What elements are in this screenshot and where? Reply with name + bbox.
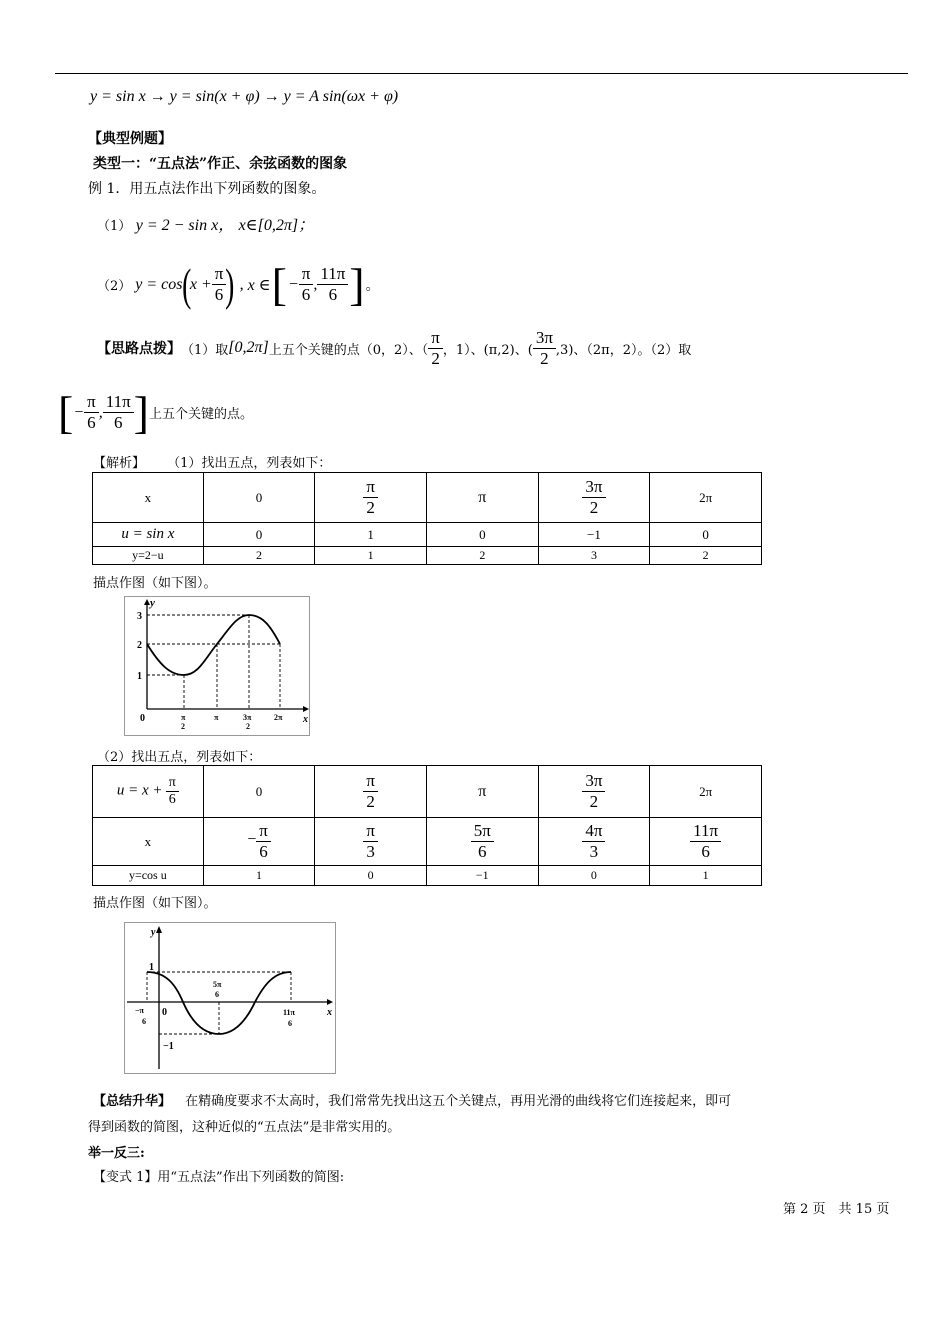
part2-frac: $\frac{\pi}{6}$ [212,264,227,304]
graph1-tick-pi2: π 2 [181,713,186,731]
table-2 [92,765,762,886]
practice-title: 举一反三: [88,1146,145,1161]
part2-domain-pre: x ∈ [247,276,271,294]
analysis-label: 【解析】 [93,456,146,471]
graph2-y-label: y [151,927,156,938]
table-row: x − $\frac{\pi}{6}$ $\frac{\pi}{3}$ $\frac{5\pi}{6}$ $\frac{4\pi}{3}$ $\frac{11\pi}{6}$ [93,818,762,866]
summary-label: 【总结升华】 [93,1094,172,1109]
analysis-line [93,452,331,471]
bracket-open: [ [271,259,287,310]
bracket-close: ] [349,259,365,310]
hint-text2: 上五个关键的点（0，2）、（ [268,342,429,358]
paren-close: ) [225,259,235,310]
paren-open: ( [181,259,191,310]
hint-frac-neg: $\frac{\pi}{6}$ [84,392,99,432]
variant-1: 【变式 1】用“五点法”作出下列函数的简图: [93,1170,345,1185]
part1-expr: y = 2 − sin x， [135,217,235,234]
hint-frac-pi2: $\frac{\pi}{2}$ [428,328,443,368]
hint-frac-11: $\frac{11\pi}{6}$ [103,392,134,432]
graph1-x-label: x [303,714,308,725]
hint-line [97,328,691,368]
hint-label: 【思路点拨】 [97,341,181,358]
part2-expr: y = cos [135,275,183,293]
part1-line [97,212,314,235]
part2-end: 。 [365,277,380,294]
graph1-tick-3pi2: 3π 2 [243,713,252,731]
header-formula: y = sin x → y = sin(x + φ) → y = A sin(ωx + φ) [90,88,399,105]
graph1-tick-3: 3 [137,611,142,622]
hint-line2: [ − $\frac{\pi}{6}$ , $\frac{11\pi}{6}$ ] 上五个关键的点。 [58,387,254,438]
section-title: 【典型例题】 [88,131,172,147]
graph1-tick-1: 1 [137,671,142,682]
graph1-origin: 0 [140,713,145,724]
part2-neg: − [287,275,299,293]
summary-line2: 得到函数的简图，这种近似的“五点法”是非常实用的。 [88,1120,401,1135]
graph1-y-label: y [150,597,155,609]
table-row: y=2−u 2 1 2 3 2 [93,547,762,565]
header-rule [55,73,908,74]
graph2-origin: 0 [162,1007,167,1018]
type-title: 类型一：“五点法”作正、余弦函数的图象 [93,156,348,172]
analysis-text: （1）找出五点，列表如下： [167,456,332,471]
part1-label: （1） [97,219,132,234]
graph-1 [124,596,310,736]
example-1: 例 1．用五点法作出下列函数的图象。 [88,181,326,197]
table-row: y=cos u 1 0 −1 0 1 [93,866,762,886]
graph2-tick-5pi6: 5π 6 [213,980,222,999]
hint-text5: 上五个关键的点。 [149,407,254,422]
graph1-tick-2pi: 2π [274,713,283,722]
graph2-x-label: x [327,1007,332,1018]
graph1-tick-2: 2 [137,640,142,651]
graph2-tick-1: 1 [149,962,154,973]
hint-frac-3pi2: $\frac{3\pi}{2}$ [533,328,556,368]
graph2-tick-11pi6: 11π 6 [283,1008,295,1028]
part2-frac-11: $\frac{11\pi}{6}$ [317,264,348,304]
page-footer: 第 2 页 共 15 页 [783,1202,890,1217]
hint-interval: [0,2π] [228,339,269,357]
part1-domain: x∈[0,2π]； [238,217,315,234]
table-row: u = x + $\frac{\pi}{6}$ 0 $\frac{\pi}{2}$ π $\frac{3\pi}{2}$ 2π [93,766,762,818]
part2-frac-neg: $\frac{\pi}{6}$ [299,264,314,304]
hint-text4: ,3)、（2π，2）。（2）取 [555,342,692,358]
graph2-tick-neg-pi6: −π 6 [135,1006,146,1026]
table-1 [92,472,762,565]
table-row: u = sin x 0 1 0 −1 0 [93,523,762,547]
plot-note-1: 描点作图（如下图）。 [93,576,217,591]
part2-inner: x + [189,275,212,293]
graph2-tick-neg1: −1 [163,1041,174,1052]
graph1-tick-pi: π [214,713,219,722]
part2-intro: （2）找出五点，列表如下： [97,750,262,765]
graph-2 [124,922,336,1074]
hint-text3: ，1）、(π,2)、( [442,342,533,358]
part2-label: （2） [97,279,132,294]
summary-text1: 在精确度要求不太高时，我们常常先找出这五个关键点，再用光滑的曲线将它们连接起来，即可 [185,1094,732,1109]
summary-line1 [93,1090,731,1109]
table-row: x 0 $\frac{\pi}{2}$ π $\frac{3\pi}{2}$ 2π [93,473,762,523]
hint-text1: （1）取 [181,342,229,358]
part2-line: （2） y = cos ( x + $\frac{\pi}{6}$ ) , x ∈ [ − $\frac{\pi}{6}$ , $\frac{11\pi}{6}$ ] 。 [97,259,380,310]
plot-note-2: 描点作图（如下图）。 [93,896,217,911]
